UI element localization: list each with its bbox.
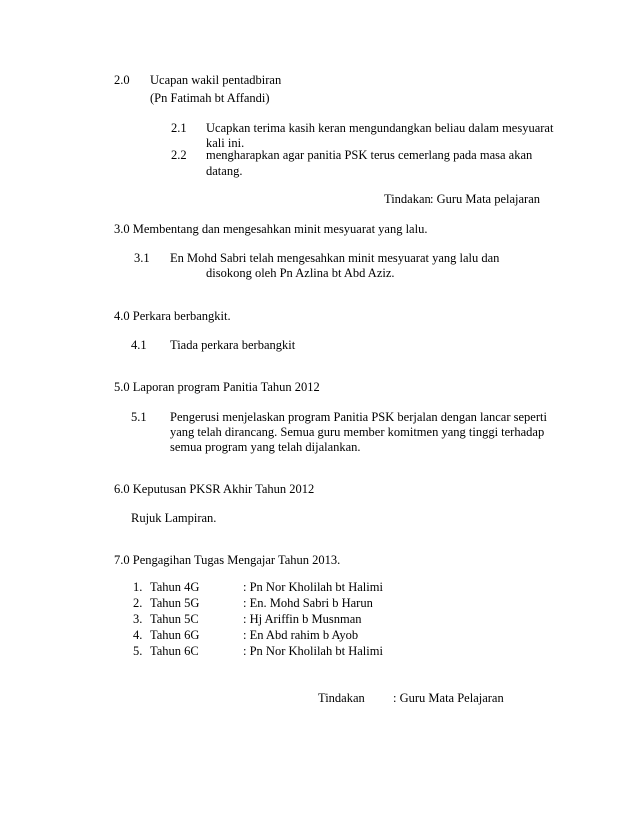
item-number: 5.1 (131, 410, 147, 424)
list-number: 4. (133, 628, 143, 642)
section-heading: 4.0 Perkara berbangkit. (114, 309, 231, 323)
item-number: 4.1 (131, 338, 147, 352)
list-number: 2. (133, 596, 143, 610)
class-name: Tahun 6C (150, 644, 199, 658)
list-number: 5. (133, 644, 143, 658)
item-text: datang. (206, 164, 243, 178)
teacher-name: : Pn Nor Kholilah bt Halimi (243, 644, 383, 658)
section-heading: Ucapan wakil pentadbiran (150, 73, 282, 87)
teacher-name: : En. Mohd Sabri b Harun (243, 596, 373, 610)
teacher-name: : Hj Ariffin b Musnman (243, 612, 362, 626)
item-text: Ucapkan terima kasih keran mengundangkan beliau dalam mesyuarat (206, 121, 554, 135)
item-text: En Mohd Sabri telah mengesahkan minit mesyuarat yang lalu dan (170, 251, 500, 265)
action-label: Tindakan (384, 192, 431, 206)
teacher-name: : En Abd rahim b Ayob (243, 628, 359, 642)
list-number: 1. (133, 580, 143, 594)
class-name: Tahun 4G (150, 580, 200, 594)
item-text: semua program yang telah dijalankan. (170, 440, 361, 454)
action-value: : Guru Mata pelajaran (430, 192, 541, 206)
section-heading: 5.0 Laporan program Panitia Tahun 2012 (114, 380, 320, 394)
item-text: mengharapkan agar panitia PSK terus cemerlang pada masa akan (206, 148, 533, 162)
action-value: : Guru Mata Pelajaran (393, 691, 504, 705)
action-label: Tindakan (318, 691, 365, 705)
item-number: 3.1 (134, 251, 150, 265)
item-text: kali ini. (206, 136, 245, 150)
class-name: Tahun 5C (150, 612, 199, 626)
section-number: 2.0 (114, 73, 130, 87)
item-text: disokong oleh Pn Azlina bt Abd Aziz. (206, 266, 395, 280)
list-number: 3. (133, 612, 143, 626)
item-text: yang telah dirancang. Semua guru member komitmen yang tinggi terhadap (170, 425, 545, 439)
section-heading: 3.0 Membentang dan mengesahkan minit mesyuarat yang lalu. (114, 222, 428, 236)
reference-text: Rujuk Lampiran. (131, 511, 217, 525)
class-name: Tahun 6G (150, 628, 200, 642)
section-heading: 6.0 Keputusan PKSR Akhir Tahun 2012 (114, 482, 315, 496)
item-number: 2.2 (171, 148, 187, 162)
item-text: Pengerusi menjelaskan program Panitia PSK berjalan dengan lancar seperti (170, 410, 547, 424)
class-name: Tahun 5G (150, 596, 200, 610)
teacher-name: : Pn Nor Kholilah bt Halimi (243, 580, 383, 594)
item-number: 2.1 (171, 121, 187, 135)
section-heading: 7.0 Pengagihan Tugas Mengajar Tahun 2013. (114, 553, 341, 567)
section-subtitle: (Pn Fatimah bt Affandi) (150, 91, 270, 105)
item-text: Tiada perkara berbangkit (170, 338, 296, 352)
